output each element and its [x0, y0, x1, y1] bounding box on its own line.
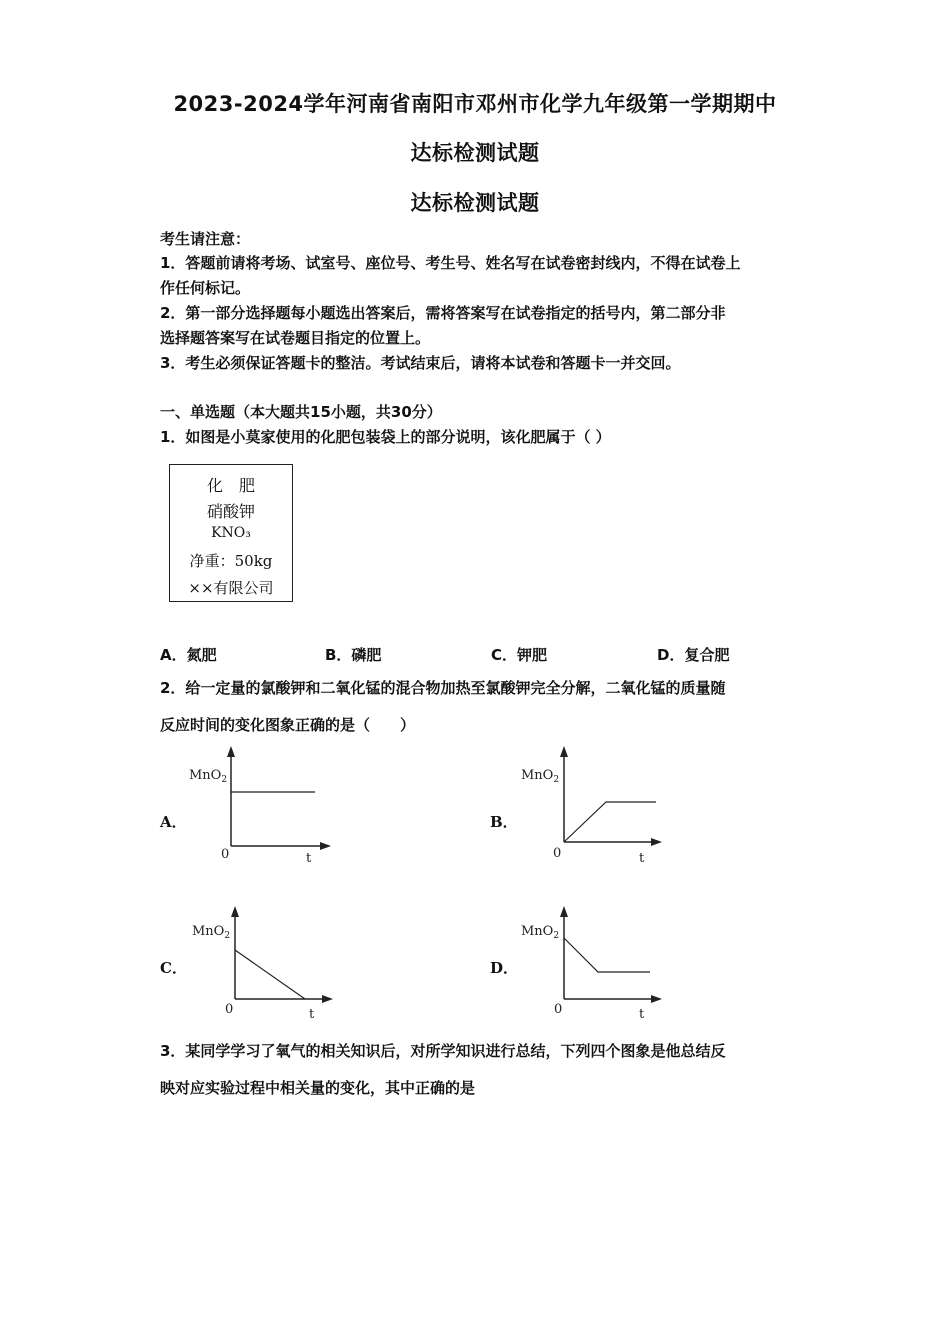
graph-c-ylabel: MnO$_2$	[192, 924, 231, 941]
graph-b-ylabel: MnO$_2$	[521, 768, 560, 785]
graph-d-ylabel: MnO$_2$	[521, 924, 560, 941]
title-line-2: 达标检测试题	[410, 141, 540, 165]
notice-item-2-line-1: 2．第一部分选择题每小题选出答案后，需将答案写在试卷指定的括号内，第二部分非	[160, 304, 726, 322]
notice-heading: 考生请注意：	[160, 230, 251, 248]
q1-option-b: B．磷肥	[325, 646, 382, 664]
label-line-2: 硝酸钾	[206, 502, 255, 521]
graph-c-letter: C．	[160, 959, 187, 977]
label-formula: KNO₃	[211, 525, 251, 541]
notice-item-3: 3．考生必须保证答题卡的整洁。考试结束后，请将本试卷和答题卡一并交回。	[160, 354, 681, 372]
graph-b-xlabel: t	[639, 851, 645, 866]
graph-a-origin: 0	[221, 847, 230, 862]
graph-b-letter: B．	[490, 813, 518, 831]
graph-c-xlabel: t	[309, 1007, 315, 1022]
label-net-weight: 净重：50kg	[189, 552, 273, 570]
graph-b-origin: 0	[553, 846, 562, 861]
notice-item-1-line-1: 1．答题前请将考场、试室号、座位号、考生号、姓名写在试卷密封线内，不得在试卷上	[160, 254, 741, 272]
graph-c-origin: 0	[225, 1002, 234, 1017]
question-3-stem-line-1: 3．某同学学习了氧气的相关知识后，对所学知识进行总结，下列四个图象是他总结反	[160, 1042, 726, 1060]
graph-d-letter: D．	[490, 959, 519, 977]
graph-d-y-arrow	[560, 906, 568, 917]
section-heading: 一、单选题（本大题共15小题，共30分）	[160, 403, 442, 421]
question-2-stem-line-2: 反应时间的变化图象正确的是（ ）	[160, 716, 416, 734]
graph-d-curve	[564, 938, 650, 972]
question-3-stem-line-2: 映对应实验过程中相关量的变化，其中正确的是	[160, 1079, 476, 1097]
graph-a-letter: A．	[160, 813, 187, 831]
notice-item-2-line-2: 选择题答案写在试卷题目指定的位置上。	[160, 329, 431, 347]
title-line-1: 2023-2024学年河南省南阳市邓州市化学九年级第一学期期中	[173, 92, 777, 116]
graph-a-xlabel: t	[306, 851, 312, 866]
label-company: ××有限公司	[188, 579, 274, 597]
title-line-3: 达标检测试题	[410, 191, 540, 215]
q1-option-a: A．氮肥	[160, 646, 217, 664]
graph-d-xlabel: t	[639, 1007, 645, 1022]
graph-d-x-arrow	[651, 995, 662, 1003]
question-1-stem: 1．如图是小莫家使用的化肥包装袋上的部分说明，该化肥属于（ ）	[160, 428, 611, 446]
label-line-1: 化 肥	[206, 476, 255, 495]
graph-a-ylabel: MnO$_2$	[189, 768, 228, 785]
q1-option-c: C．钾肥	[491, 646, 548, 664]
notice-item-1-line-2: 作任何标记。	[160, 279, 251, 297]
graph-d-origin: 0	[554, 1002, 563, 1017]
q1-option-d: D．复合肥	[657, 646, 730, 664]
question-2-stem-line-1: 2．给一定量的氯酸钾和二氧化锰的混合物加热至氯酸钾完全分解，二氧化锰的质量随	[160, 679, 726, 697]
